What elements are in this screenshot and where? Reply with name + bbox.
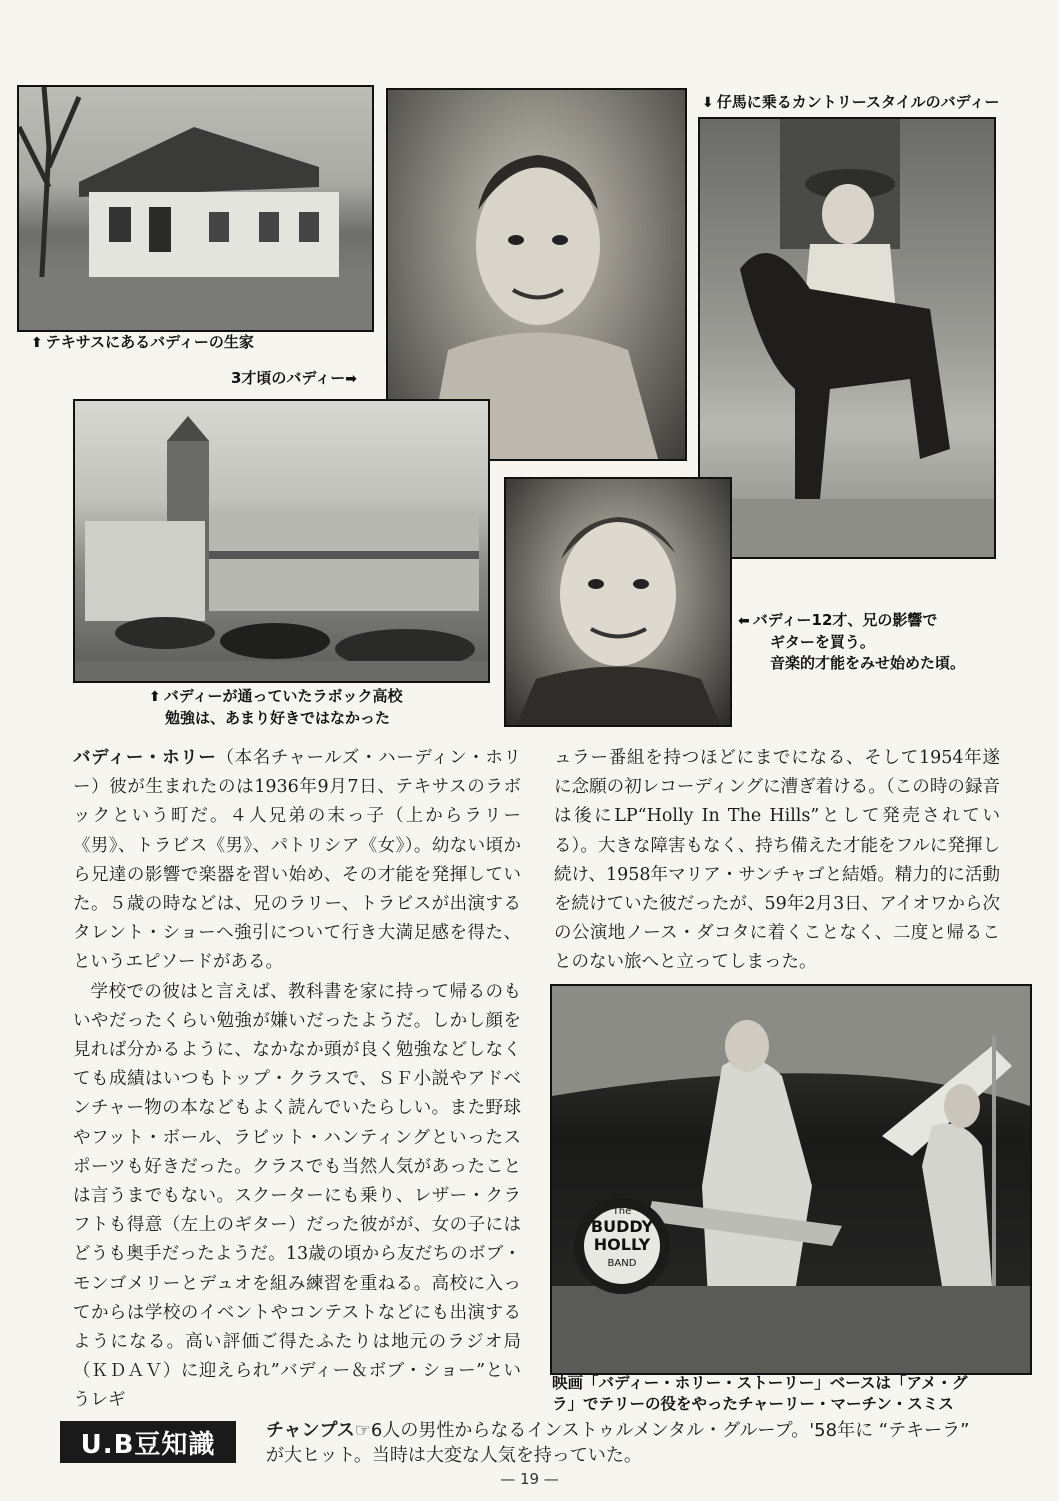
drum-text-buddy: BUDDY xyxy=(590,1217,654,1236)
article-column-left xyxy=(73,744,521,1416)
drum-text-band: BAND xyxy=(607,1258,637,1269)
caption-age-12: ⬅ バディー12才、兄の影響で ギターを買う。 音楽的才能をみせ始めた頃。 xyxy=(738,611,966,672)
caption-high-school: ⬆ バディーが通っていたラボック高校 勉強は、あまり好きではなかった xyxy=(149,687,403,727)
photo-movie-concert xyxy=(550,984,1032,1375)
photo-lubbock-high-school xyxy=(73,399,490,683)
caption-birthplace: ⬆ テキサスにあるバディーの生家 xyxy=(31,333,254,351)
caption-pony: ⬇ 仔馬に乗るカントリースタイルのバディー xyxy=(702,93,1000,111)
pointing-hand-icon: ☞ xyxy=(354,1420,371,1441)
photo-buddy-on-pony xyxy=(698,117,996,559)
article-paragraph-1: バディー・ホリー（本名チャールズ・ハーディン・ホリー）彼が生まれたのは1936年9月7日、テキサスのラボックという町だ。４人兄弟の末っ子（上からラリー《男》、トラビス《男》、パトリシア《女》）。幼ない頃から兄達の影響で楽器を習い始め、その才能を発揮していた。５歳の時などは、兄のラリー、トラビスが出演するタレント・ショーへ強引について行き大満足感を得た、というエピソードがある。 xyxy=(73,748,521,973)
photo-buddy-age-12 xyxy=(504,477,732,727)
arrow-up-icon: ⬆ xyxy=(149,689,161,705)
page-number: — 19 — xyxy=(500,1470,559,1488)
trivia-text: チャンプス☞6人の男性からなるインストゥルメンタル・グループ。'58年に “テキーラ” が大ヒット。当時は大変な人気を持っていた。 xyxy=(266,1420,970,1466)
article-paragraph-2: 学校での彼はと言えば、教科書を家に持って帰るのもいやだったくらい勉強が嫌いだったようだ。しかし顔を見れば分かるように、なかなか頭が良く勉強などしなくても成績はいつもトップ・クラスで、ＳＦ小説やアドベンチャー物の本などもよく読んでいたらしい。また野球やフット・ボール、ラビット・ハンティングといったスポーツも好きだった。クラスでも当然人気があったことは言うまでもない。スクーターにも乗り、レザー・クラフトも得意（左上のギター）だった彼がが、女の子にはどうも奥手だったようだ。13歳の頃から友だちのボブ・モンゴメリーとデュオを組み練習を重ねる。高校に入ってからは学校のイベントやコンテストなどにも出演するようになる。高い評価ご得たふたりは地元のラジオ局（ＫＤＡＶ）に迎えられ”バディー＆ボブ・ショー”というレギ xyxy=(73,981,521,1411)
arrow-right-icon: ➡ xyxy=(345,371,357,387)
arrow-up-icon: ⬆ xyxy=(31,335,43,351)
article-column-right xyxy=(554,744,1000,978)
article-paragraph-3: ュラー番組を持つほどにまでになる、そして1954年遂に念願の初レコーディングに漕ぎ着ける。（この時の録音は後にLP“Holly In The Hills”として発売されている）。大きな障害もなく、持ち備えた才能をフルに発揮し続け、1958年マリア・サンチャゴと結婚。精力的に活動を続けていた彼だったが、59年2月3日、アイオワから次の公演地ノース・ダコタに着くことなく、二度と帰ることのない旅へと立ってしまった。 xyxy=(554,748,1000,973)
trivia-term: チャンプス xyxy=(266,1420,355,1441)
caption-age-3: 3才頃のバディー➡ xyxy=(231,369,357,387)
arrow-down-icon: ⬇ xyxy=(702,95,714,111)
photo-birthplace-house xyxy=(17,85,374,332)
trivia-label-box: U.B豆知識 xyxy=(60,1421,236,1463)
arrow-left-icon: ⬅ xyxy=(738,613,750,629)
caption-movie: 映画「バディー・ホリー・ストーリー」ベースは「アメ・グ ラ」でテリーの役をやったチャーリー・マーチン・スミス xyxy=(552,1374,968,1413)
drum-text-holly: HOLLY xyxy=(593,1235,651,1254)
drum-text-top: The xyxy=(612,1206,632,1217)
